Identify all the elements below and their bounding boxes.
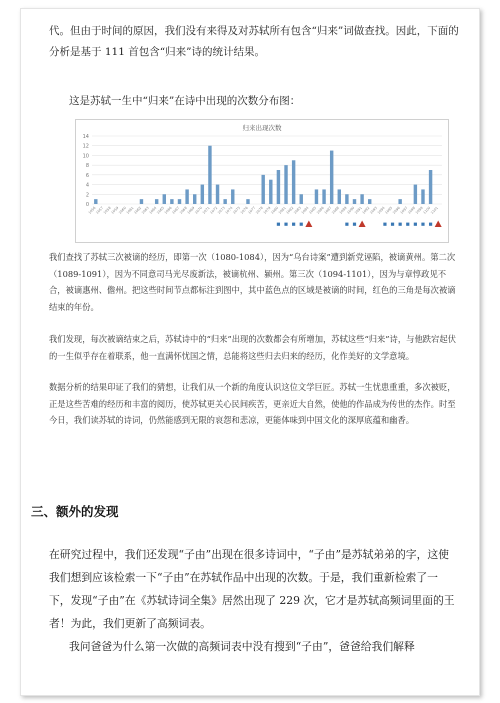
x-tick-label: 1074	[224, 205, 234, 215]
x-tick-label: 1090	[346, 205, 356, 215]
y-tick-label: 6	[85, 172, 89, 179]
exile-year-marker	[292, 223, 295, 226]
x-tick-label: 1062	[133, 205, 143, 215]
bar-chart	[75, 119, 449, 243]
x-tick-label: 1094	[376, 205, 386, 215]
x-tick-label: 1097	[399, 205, 409, 215]
y-tick-label: 8	[85, 163, 89, 170]
x-tick-label: 1065	[156, 205, 165, 215]
x-tick-label: 1058	[102, 205, 112, 215]
bar	[94, 199, 97, 204]
x-tick-label: 1075	[232, 205, 242, 215]
exile-end-triangle	[305, 221, 312, 228]
y-tick-label: 10	[82, 153, 89, 160]
x-tick-label: 1096	[391, 205, 401, 215]
paragraph-extra-2: 我问爸爸为什么第一次做的高频词表中没有搜到“子由”，爸爸给我们解释	[69, 640, 415, 653]
x-tick-label: 1070	[194, 205, 204, 215]
x-tick-label: 1093	[369, 205, 379, 215]
x-tick-label: 1067	[171, 205, 181, 215]
x-tick-label: 1078	[254, 205, 264, 215]
x-tick-label: 1056	[87, 205, 97, 215]
paragraph-exile-2: 我们发现，每次被谪结束之后，苏轼诗中的“归来”出现的次数都会有所增加，苏轼这些“归来”诗，与他跌宕起伏的一生似乎存在着联系，他一直满怀忧国之情，总能将这些归去归来的经历，化作美好的文学意境。	[49, 334, 456, 361]
x-tick-label: 1091	[353, 205, 363, 215]
bar	[216, 185, 219, 204]
bar	[360, 194, 363, 204]
bar	[300, 194, 303, 204]
x-tick-label: 1069	[186, 205, 196, 215]
x-tick-label: 1092	[361, 205, 371, 215]
exile-year-marker	[414, 223, 417, 226]
exile-year-marker	[300, 223, 303, 226]
bar	[231, 189, 234, 204]
bar	[315, 189, 318, 204]
x-tick-label: 1066	[163, 205, 173, 215]
exile-year-marker	[383, 223, 386, 226]
x-tick-label: 1073	[216, 205, 226, 215]
paragraph-exile-1: 我们查找了苏轼三次被谪的经历，即第一次（1080-1084），因为“乌台诗案”遭到新党诬陷，被谪黄州。第二次（1089-1091），因为不同意司马光尽废新法，被谪杭州、颍州。第三次（1094-1101），因为与章惇政见不合，被谪惠州、儋州。把这些时间节点都标注到图中，其中蓝色点的区域是被谪的时间，红色的三角是每次被谪结束的年份。	[49, 252, 456, 312]
x-tick-label: 1063	[140, 205, 150, 215]
bar	[429, 170, 432, 204]
document-page	[20, 8, 480, 696]
exile-year-marker	[284, 223, 287, 226]
paragraph-intro: 代。但由于时间的原因，我们没有来得及对苏轼所有包含“归来”词做查找。因此，下面的分析是基于 111 首包含“归来”诗的统计结果。	[49, 25, 459, 58]
chart-svg	[76, 120, 448, 242]
bar	[338, 189, 341, 204]
exile-year-marker	[429, 223, 432, 226]
x-tick-label: 1100	[422, 205, 432, 215]
x-tick-label: 1071	[201, 205, 211, 215]
x-tick-label: 1085	[308, 205, 318, 215]
x-tick-label: 1081	[277, 205, 287, 215]
exile-year-marker	[421, 223, 424, 226]
x-tick-label: 1086	[315, 205, 325, 215]
bar	[140, 199, 143, 204]
exile-end-triangle	[359, 221, 366, 228]
chart-title: 归来出现次数	[242, 124, 282, 132]
x-tick-label: 1057	[95, 205, 105, 215]
bar	[155, 199, 158, 204]
x-tick-label: 1068	[178, 205, 188, 215]
exile-year-marker	[406, 223, 409, 226]
x-tick-label: 1084	[300, 205, 310, 215]
bar	[292, 160, 295, 204]
x-tick-label: 1099	[414, 205, 424, 215]
bar	[277, 170, 280, 204]
x-tick-label: 1095	[384, 205, 394, 215]
y-tick-label: 4	[85, 182, 89, 189]
x-tick-label: 1101	[429, 205, 439, 215]
bar	[353, 199, 356, 204]
bar	[269, 180, 272, 204]
bar	[398, 199, 401, 204]
bar	[163, 194, 166, 204]
bar	[261, 175, 264, 204]
y-tick-label: 14	[82, 134, 89, 140]
exile-year-marker	[399, 223, 402, 226]
x-tick-label: 1082	[285, 205, 295, 215]
paragraph-exile-3: 数据分析的结果印证了我们的猜想，让我们从一个新的角度认识这位文学巨匠。苏轼一生忧患重重，多次被贬，正是这些苦难的经历和丰富的阅历，使苏轼更关心民间疾苦，更亲近大自然，使他的作品成为传世的杰作。时至今日，我们读苏轼的诗词，仍然能感到无限的哀怨和悲凉，更能体味到中国文化的深厚底蕴和幽香。	[49, 382, 456, 425]
exile-end-triangle	[435, 221, 442, 228]
exile-year-marker	[353, 223, 356, 226]
exile-year-marker	[277, 223, 280, 226]
bar	[421, 189, 424, 204]
x-tick-label: 1061	[125, 205, 135, 215]
exile-year-marker	[391, 223, 394, 226]
x-tick-label: 1088	[331, 205, 340, 215]
bar	[322, 189, 325, 204]
bar	[368, 199, 371, 204]
chart-intro: 这是苏轼一生中“归来”在诗中出现的次数分布图：	[69, 95, 301, 107]
bar	[193, 194, 196, 204]
bar	[208, 146, 211, 204]
x-tick-label: 1072	[209, 205, 219, 215]
x-tick-label: 1080	[270, 205, 280, 215]
bar	[345, 194, 348, 204]
x-tick-label: 1077	[247, 205, 257, 215]
section-heading: 三、额外的发现	[31, 504, 119, 519]
exile-year-marker	[345, 223, 348, 226]
bar	[170, 199, 173, 204]
bar	[246, 199, 249, 204]
y-tick-label: 2	[85, 192, 89, 199]
bar	[284, 165, 287, 204]
paragraph-extra-1: 在研究过程中，我们还发现“子由”出现在很多诗词中，“子由”是苏轼弟弟的字，这使我们想到应该检索一下“子由”在苏轼作品中出现的次数。于是，我们重新检索了一下，发现“子由”在《苏轼诗词全集》居然出现了 229 次，它才是苏轼高频词里面的王者！为此，我们更新了高频词表。	[49, 548, 455, 630]
x-tick-label: 1098	[407, 205, 417, 215]
x-tick-label: 1059	[110, 205, 120, 215]
bar	[178, 199, 181, 204]
x-tick-label: 1076	[239, 205, 249, 215]
bar	[414, 185, 417, 204]
y-tick-label: 0	[85, 202, 89, 208]
bar	[201, 185, 204, 204]
bar	[185, 189, 188, 204]
y-tick-label: 12	[82, 143, 89, 150]
x-tick-label: 1064	[148, 205, 158, 215]
bar	[330, 151, 333, 204]
x-tick-label: 1083	[293, 205, 302, 215]
bar	[223, 199, 226, 204]
x-tick-label: 1089	[338, 205, 348, 215]
x-tick-label: 1079	[262, 205, 272, 215]
x-tick-label: 1060	[118, 205, 127, 215]
x-tick-label: 1087	[323, 205, 333, 215]
